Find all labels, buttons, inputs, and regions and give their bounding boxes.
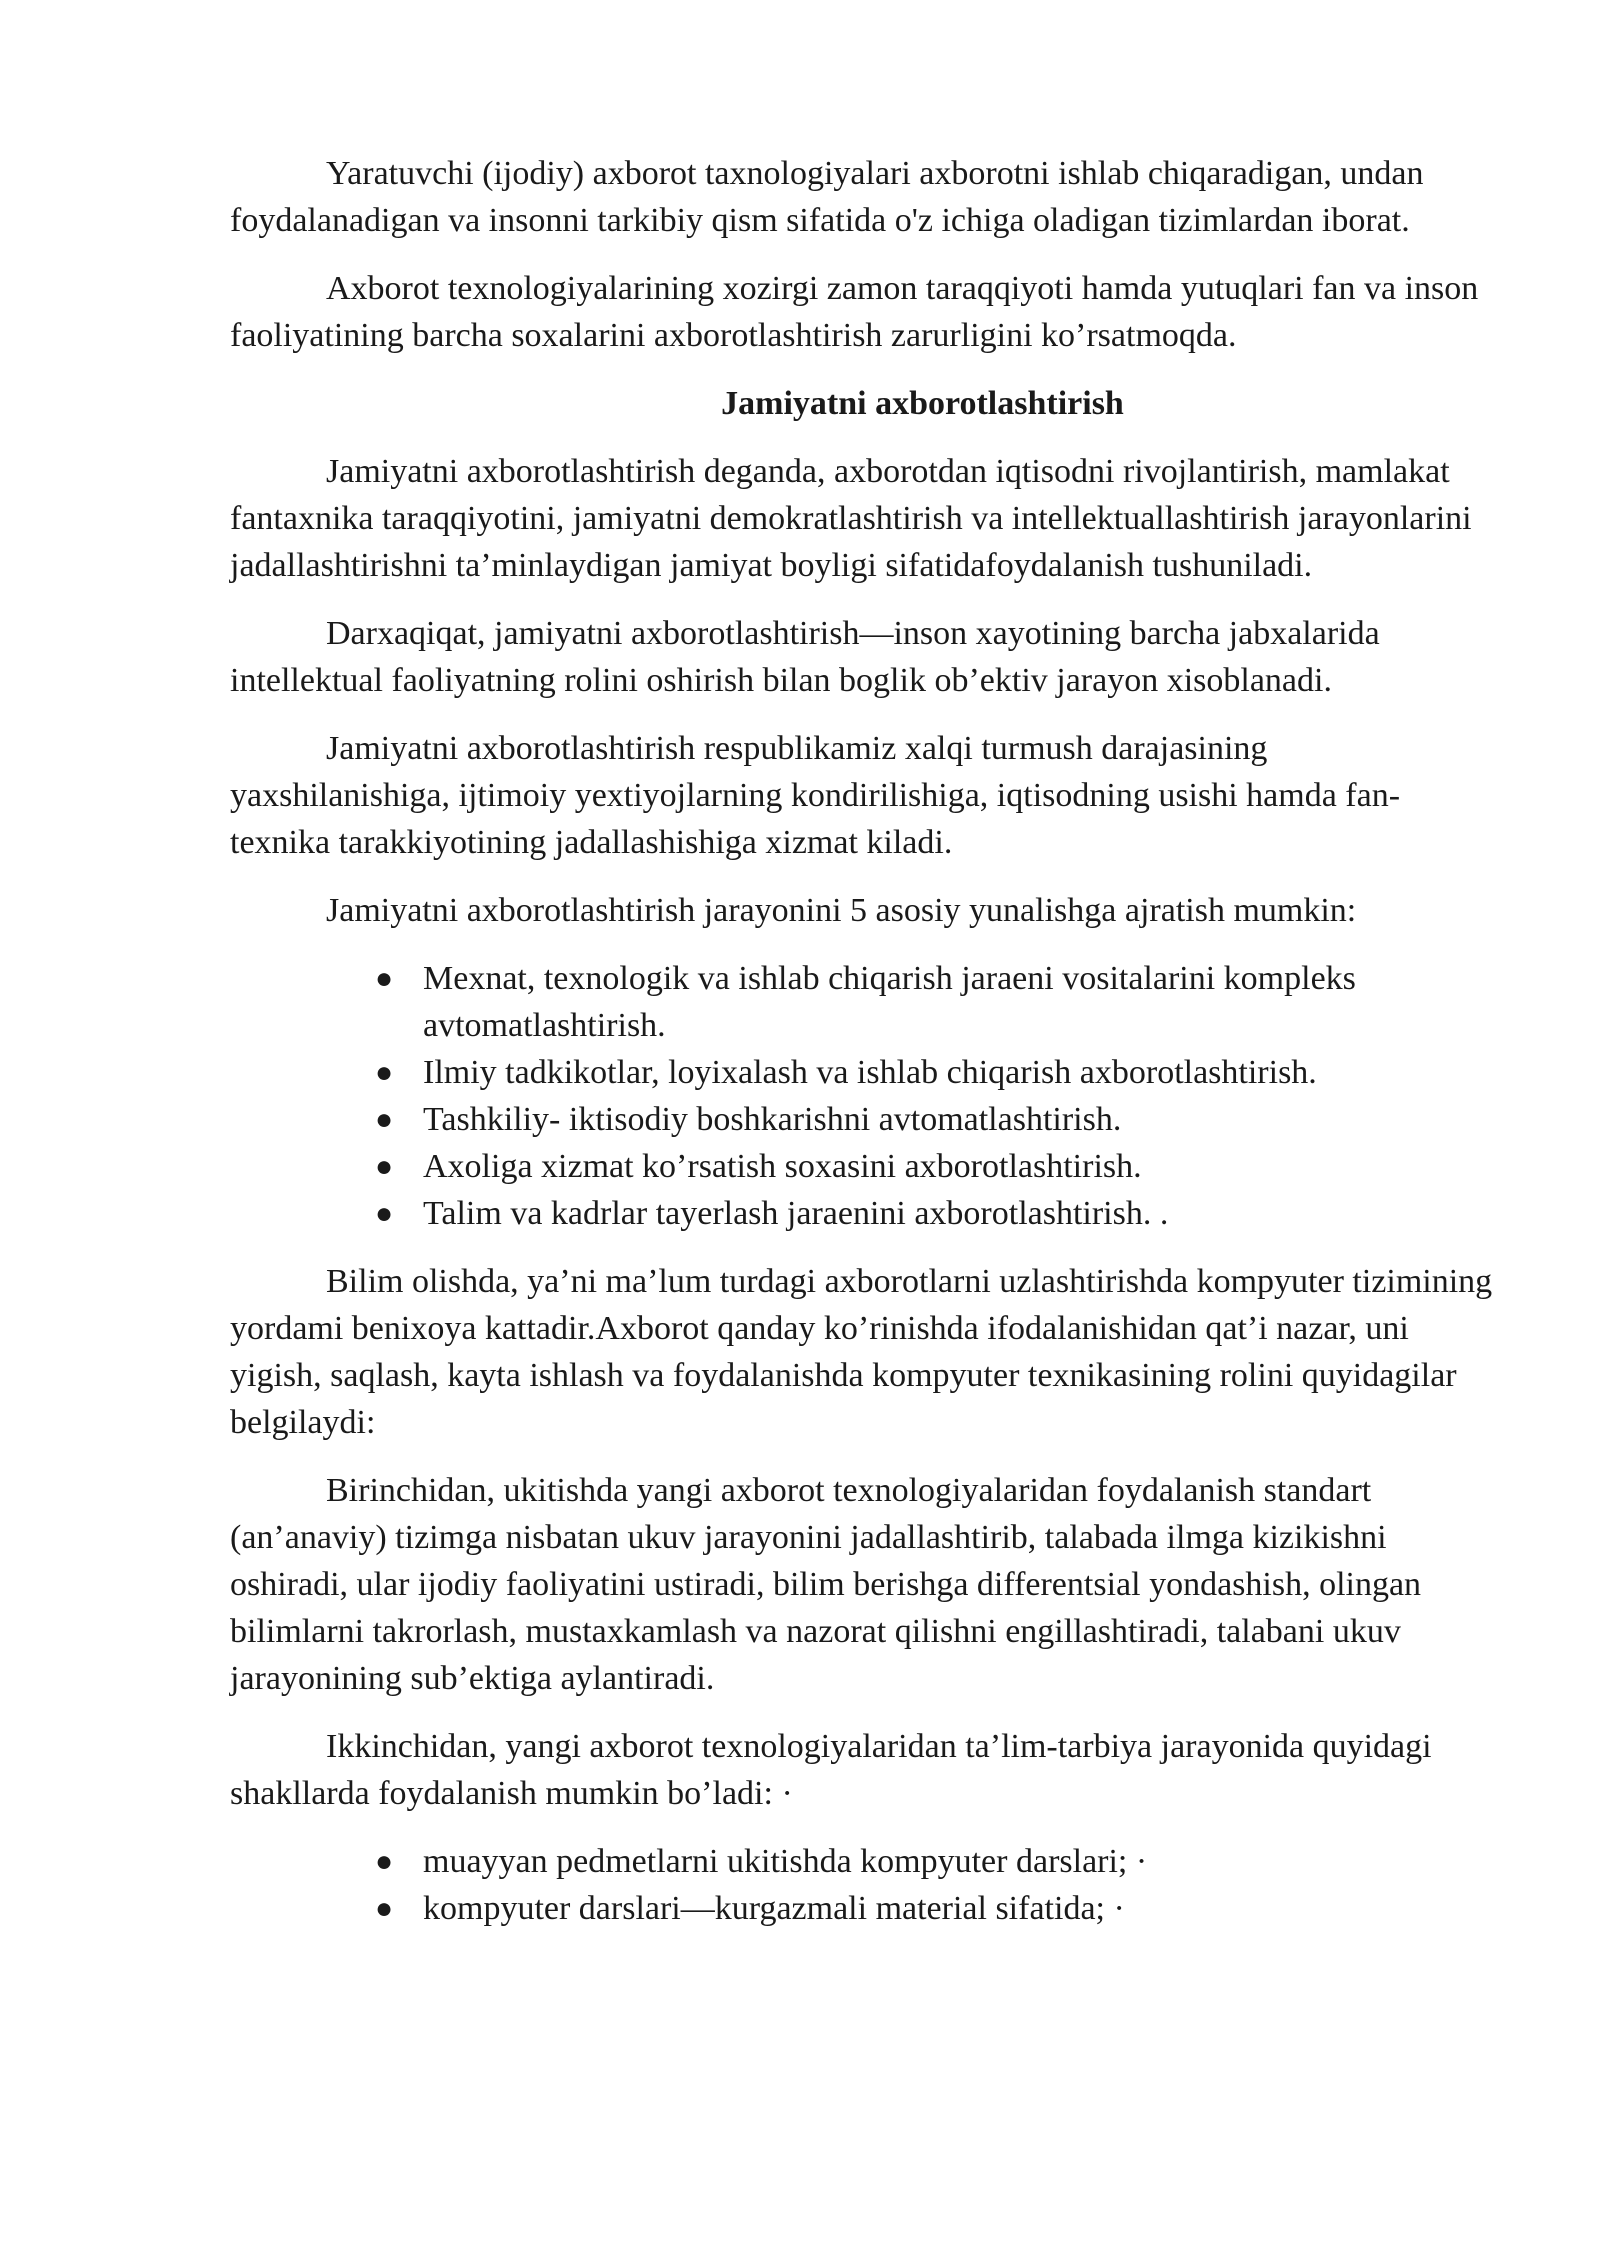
paragraph: Darxaqiqat, jamiyatni axborotlashtirish—inson xayotining barcha jabxalarida intellektual faoliyatning rolini oshirish bilan boglik ob’ektiv jarayon xisoblanadi. bbox=[230, 615, 1380, 699]
paragraph: Ikkinchidan, yangi axborot texnologiyalaridan ta’lim-tarbiya jarayonida quyidagi shakllarda foydalanish mumkin bo’ladi: · bbox=[230, 1728, 1432, 1812]
document-body bbox=[230, 150, 1495, 1953]
paragraph: Jamiyatni axborotlashtirish jarayonini 5 asosiy yunalishga ajratish mumkin: bbox=[326, 892, 1357, 929]
paragraph: Jamiyatni axborotlashtirish deganda, axborotdan iqtisodni rivojlantirish, mamlakat fantaxnika taraqqiyotini, jamiyatni demokratlashtirish va intellektuallashtirish jarayonlarini jadallashtirishni ta’minlaydigan jamiyat boyligi sifatidafoydalanish tushuniladi. bbox=[230, 453, 1472, 584]
bullet-icon: ● bbox=[375, 1150, 394, 1183]
bullet-icon: ● bbox=[375, 962, 394, 995]
paragraph: Jamiyatni axborotlashtirish respublikamiz xalqi turmush darajasining yaxshilanishiga, ijtimoiy yextiyojlarning kondirilishiga, iqtisodning usishi hamda fan-texnika tarakkiyotining jadallashishiga xizmat kiladi. bbox=[230, 730, 1401, 861]
paragraph: Axborot texnologiyalarining xozirgi zamon taraqqiyoti hamda yutuqlari fan va inson faoliyatining barcha soxalarini axborotlashtirish zarurligini ko’rsatmoqda. bbox=[230, 270, 1479, 354]
list-item bbox=[230, 1885, 1495, 1932]
paragraph: Bilim olishda, ya’ni ma’lum turdagi axborotlarni uzlashtirishda kompyuter tizimining yordami benixoya kattadir.Axborot qanday ko’rinishda ifodalanishidan qat’i nazar, uni yigish, saqlash, kayta ishlash va foydalanishda kompyuter texnikasining rolini quyidagilar belgilaydi: bbox=[230, 1263, 1493, 1441]
list-item bbox=[230, 1096, 1495, 1143]
bullet-icon: ● bbox=[375, 1103, 394, 1136]
list-item bbox=[230, 1143, 1495, 1190]
list-item-text: kompyuter darslari—kurgazmali material sifatida; · bbox=[423, 1890, 1125, 1927]
section-heading: Jamiyatni axborotlashtirish bbox=[721, 385, 1124, 422]
bullet-list bbox=[230, 955, 1495, 1237]
list-item-text: Ilmiy tadkikotlar, loyixalash va ishlab chiqarish axborotlashtirish. bbox=[423, 1054, 1317, 1091]
bullet-icon: ● bbox=[375, 1197, 394, 1230]
list-item-text: muayyan pedmetlarni ukitishda kompyuter darslari; · bbox=[423, 1843, 1148, 1880]
list-item-text: Talim va kadrlar tayerlash jaraenini axborotlashtirish. . bbox=[423, 1195, 1169, 1232]
list-item bbox=[230, 955, 1495, 1049]
paragraph: Birinchidan, ukitishda yangi axborot texnologiyalaridan foydalanish standart (an’anaviy) tizimga nisbatan ukuv jarayonini jadallashtirib, talabada ilmga kizikishni oshiradi, ular ijodiy faoliyatini ustiradi, bilim berishga differentsial yondashish, olingan bilimlarni takrorlash, mustaxkamlash va nazorat qilishni engillashtiradi, talabani ukuv jarayonining sub’ektiga aylantiradi. bbox=[230, 1472, 1422, 1697]
list-item-text: Tashkiliy- iktisodiy boshkarishni avtomatlashtirish. bbox=[423, 1101, 1122, 1138]
bullet-list bbox=[230, 1838, 1495, 1932]
list-item-text: Axoliga xizmat ko’rsatish soxasini axborotlashtirish. bbox=[423, 1148, 1142, 1185]
bullet-icon: ● bbox=[375, 1892, 394, 1925]
bullet-icon: ● bbox=[375, 1845, 394, 1878]
bullet-icon: ● bbox=[375, 1056, 394, 1089]
list-item bbox=[230, 1190, 1495, 1237]
list-item-text: Mexnat, texnologik va ishlab chiqarish jaraeni vositalarini kompleks avtomatlashtirish. bbox=[423, 960, 1356, 1044]
list-item bbox=[230, 1838, 1495, 1885]
paragraph: Yaratuvchi (ijodiy) axborot taxnologiyalari axborotni ishlab chiqaradigan, undan foydalanadigan va insonni tarkibiy qism sifatida o'z ichiga oladigan tizimlardan iborat. bbox=[230, 155, 1424, 239]
list-item bbox=[230, 1049, 1495, 1096]
